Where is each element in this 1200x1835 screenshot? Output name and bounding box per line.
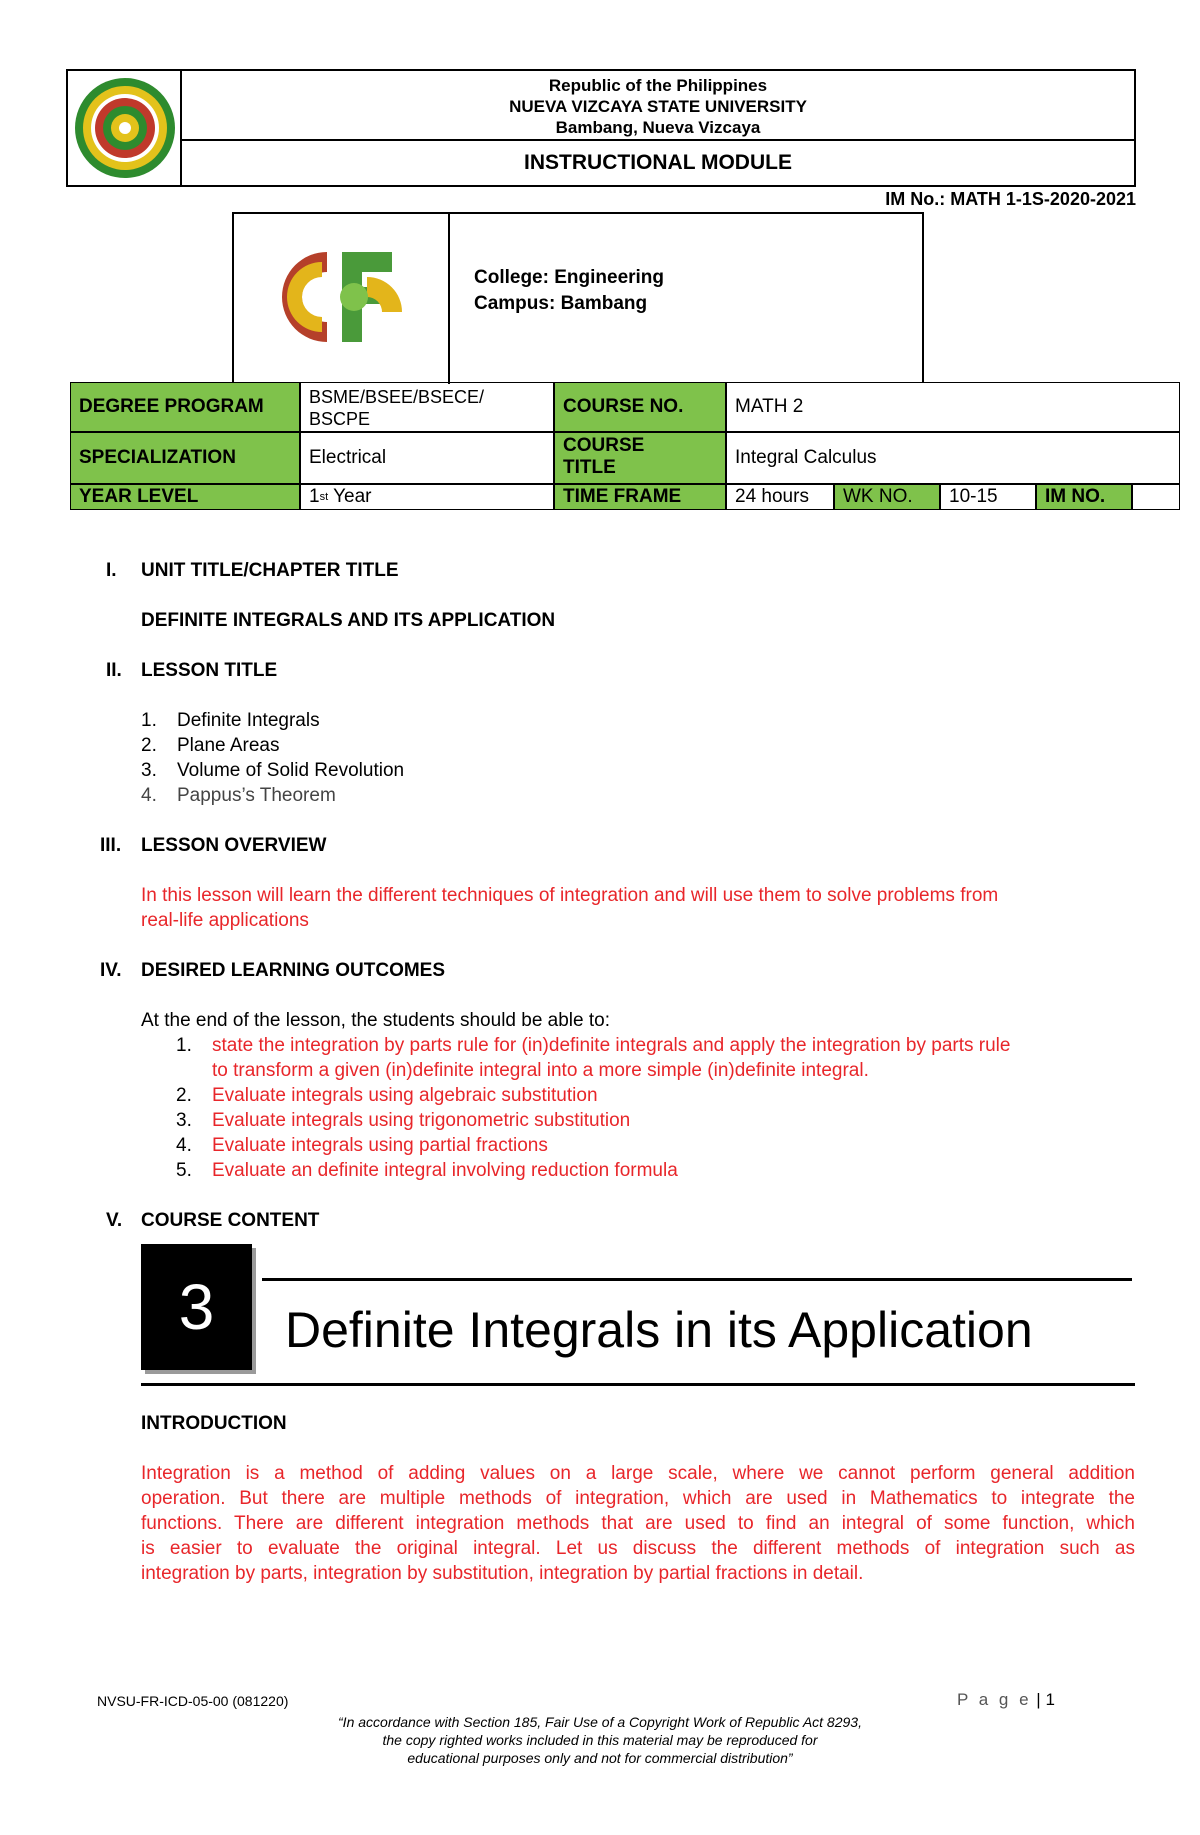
- list-item-text: Definite Integrals: [177, 710, 320, 731]
- list-item-text: Evaluate integrals using algebraic substitution: [212, 1085, 598, 1106]
- module-title: INSTRUCTIONAL MODULE: [524, 151, 792, 174]
- list-item: [176, 1158, 1136, 1183]
- list-item-number: 4.: [176, 1135, 192, 1156]
- chapter-rule-top: [262, 1278, 1132, 1281]
- page-number: [957, 1690, 1055, 1710]
- section-5-title: COURSE CONTENT: [141, 1210, 320, 1231]
- course-title-label: [554, 432, 726, 484]
- wk-no-value: 10-15: [940, 484, 1036, 510]
- list-item: [176, 1133, 1136, 1158]
- wk-no-label: WK NO.: [834, 484, 940, 510]
- table-row: [70, 432, 1180, 484]
- im-no-label: IM NO.: [1036, 484, 1132, 510]
- im-number: IM No.: MATH 1-1S-2020-2021: [885, 189, 1136, 209]
- list-item: [176, 1108, 1136, 1133]
- list-item-number: 3.: [176, 1110, 192, 1131]
- list-item-number: 2.: [176, 1085, 192, 1106]
- list-item-number: 3.: [141, 760, 157, 781]
- course-title-label-line1: COURSE: [563, 435, 645, 456]
- section-3-title: LESSON OVERVIEW: [141, 835, 327, 856]
- copyright-line-2: the copy righted works included in this material may be reproduced for: [382, 1732, 818, 1748]
- introduction-line: Integration is a method of adding values on a large scale, where we cannot perform general addition: [141, 1463, 1135, 1484]
- copyright-line-1: “In accordance with Section 185, Fair Use of a Copyright Work of Republic Act 8293,: [338, 1714, 862, 1730]
- section-2-number: II.: [106, 660, 122, 681]
- page-num: 1: [1045, 1690, 1055, 1709]
- section-3-number: III.: [100, 835, 122, 856]
- specialization-label: SPECIALIZATION: [70, 432, 300, 484]
- introduction-line: operation. But there are multiple methods of integration, which are used in Mathematics to integrate the: [141, 1488, 1135, 1509]
- college-of-engineering-logo-icon: [272, 242, 412, 352]
- republic-line: Republic of the Philippines: [548, 76, 768, 95]
- list-item-text: Evaluate integrals using partial fractions: [212, 1135, 548, 1156]
- list-item-text: Evaluate integrals using trigonometric substitution: [212, 1110, 631, 1131]
- list-item-number: 5.: [176, 1160, 192, 1181]
- list-item: [141, 708, 404, 733]
- logo-cell: [68, 71, 182, 185]
- college-name: College: Engineering: [474, 267, 665, 288]
- page-label: P a g e: [957, 1690, 1032, 1709]
- university-name: NUEVA VIZCAYA STATE UNIVERSITY: [509, 97, 807, 116]
- page-separator: |: [1031, 1690, 1046, 1709]
- list-item-number: 2.: [141, 735, 157, 756]
- specialization-value: Electrical: [300, 432, 554, 484]
- introduction-text: [141, 1461, 1135, 1586]
- list-item-text: Pappus’s Theorem: [177, 785, 336, 806]
- time-frame-value: 24 hours: [726, 484, 834, 510]
- introduction-line: is easier to evaluate the original integral. Let us discuss the different methods of integration such as: [141, 1538, 1135, 1559]
- time-frame-label: TIME FRAME: [554, 484, 726, 510]
- section-1-title: UNIT TITLE/CHAPTER TITLE: [141, 560, 399, 581]
- overview-line-1: In this lesson will learn the different techniques of integration and will use them to solve problems from: [141, 885, 999, 906]
- chapter-rule-bottom: [141, 1383, 1135, 1386]
- list-item-text: Volume of Solid Revolution: [177, 760, 405, 781]
- copyright-line-3: educational purposes only and not for commercial distribution”: [407, 1750, 793, 1766]
- university-seal-logo-icon: [71, 74, 179, 182]
- section-4-title: DESIRED LEARNING OUTCOMES: [141, 960, 446, 981]
- list-item-number: 4.: [141, 785, 157, 806]
- lesson-list: [141, 708, 404, 808]
- list-item: [141, 783, 404, 808]
- table-row: [70, 382, 1180, 432]
- list-item: [176, 1033, 1136, 1058]
- university-address: Bambang, Nueva Vizcaya: [555, 118, 761, 137]
- university-block: [182, 71, 1134, 141]
- introduction-heading: INTRODUCTION: [141, 1413, 287, 1434]
- degree-program-value: [300, 382, 554, 432]
- section-2-title: LESSON TITLE: [141, 660, 278, 681]
- list-item: [176, 1083, 1136, 1108]
- college-box: [232, 212, 924, 382]
- chapter-number: 3: [141, 1244, 252, 1370]
- list-item-text: Evaluate an definite integral involving reduction formula: [212, 1160, 678, 1181]
- degree-program-value-line2: BSCPE: [309, 409, 371, 429]
- im-no-value: [1132, 484, 1180, 510]
- table-row: [70, 484, 1180, 510]
- chapter-title-content: DEFINITE INTEGRALS AND ITS APPLICATION: [141, 610, 556, 631]
- list-item-number: 1.: [141, 710, 157, 731]
- year-level-label: YEAR LEVEL: [70, 484, 300, 510]
- section-1-number: I.: [106, 560, 117, 581]
- course-no-label: COURSE NO.: [554, 382, 726, 432]
- year-number: 1: [309, 486, 320, 507]
- degree-program-label: DEGREE PROGRAM: [70, 382, 300, 432]
- list-item-text: state the integration by parts rule for (in)definite integrals and apply the integration by parts rule: [212, 1035, 1011, 1056]
- header-box: [66, 69, 1136, 187]
- outcomes-list: [176, 1033, 1136, 1183]
- course-title-value: Integral Calculus: [726, 432, 1180, 484]
- introduction-line: integration by parts, integration by substitution, integration by partial fractions in detail.: [141, 1563, 864, 1584]
- copyright-note: [0, 1713, 1200, 1767]
- chapter-title: Definite Integrals in its Application: [285, 1302, 1033, 1358]
- section-5-number: V.: [106, 1210, 123, 1231]
- list-item-text: Plane Areas: [177, 735, 280, 756]
- degree-program-value-line1: BSME/BSEE/BSECE/: [309, 387, 485, 407]
- college-logo-cell: [234, 214, 450, 384]
- list-item-number: 1.: [176, 1035, 192, 1056]
- overview-line-2: real-life applications: [141, 910, 309, 931]
- course-title-label-line2: TITLE: [563, 457, 616, 478]
- outcomes-intro: At the end of the lesson, the students should be able to:: [141, 1010, 610, 1031]
- college-info: [474, 265, 664, 317]
- year-level-value: 1 st Year: [300, 484, 554, 510]
- introduction-line: functions. There are different integration methods that are used to find an integral of some function, which: [141, 1513, 1135, 1534]
- campus-name: Campus: Bambang: [474, 293, 648, 314]
- list-item-continuation: to transform a given (in)definite integral into a more simple (in)definite integral.: [212, 1060, 869, 1081]
- list-item: [141, 758, 404, 783]
- document-code: NVSU-FR-ICD-05-00 (081220): [97, 1693, 289, 1709]
- lesson-overview-text: [141, 883, 998, 933]
- list-item: [141, 733, 404, 758]
- year-suffix: Year: [328, 486, 372, 507]
- course-no-value: MATH 2: [726, 382, 1180, 432]
- section-4-number: IV.: [100, 960, 122, 981]
